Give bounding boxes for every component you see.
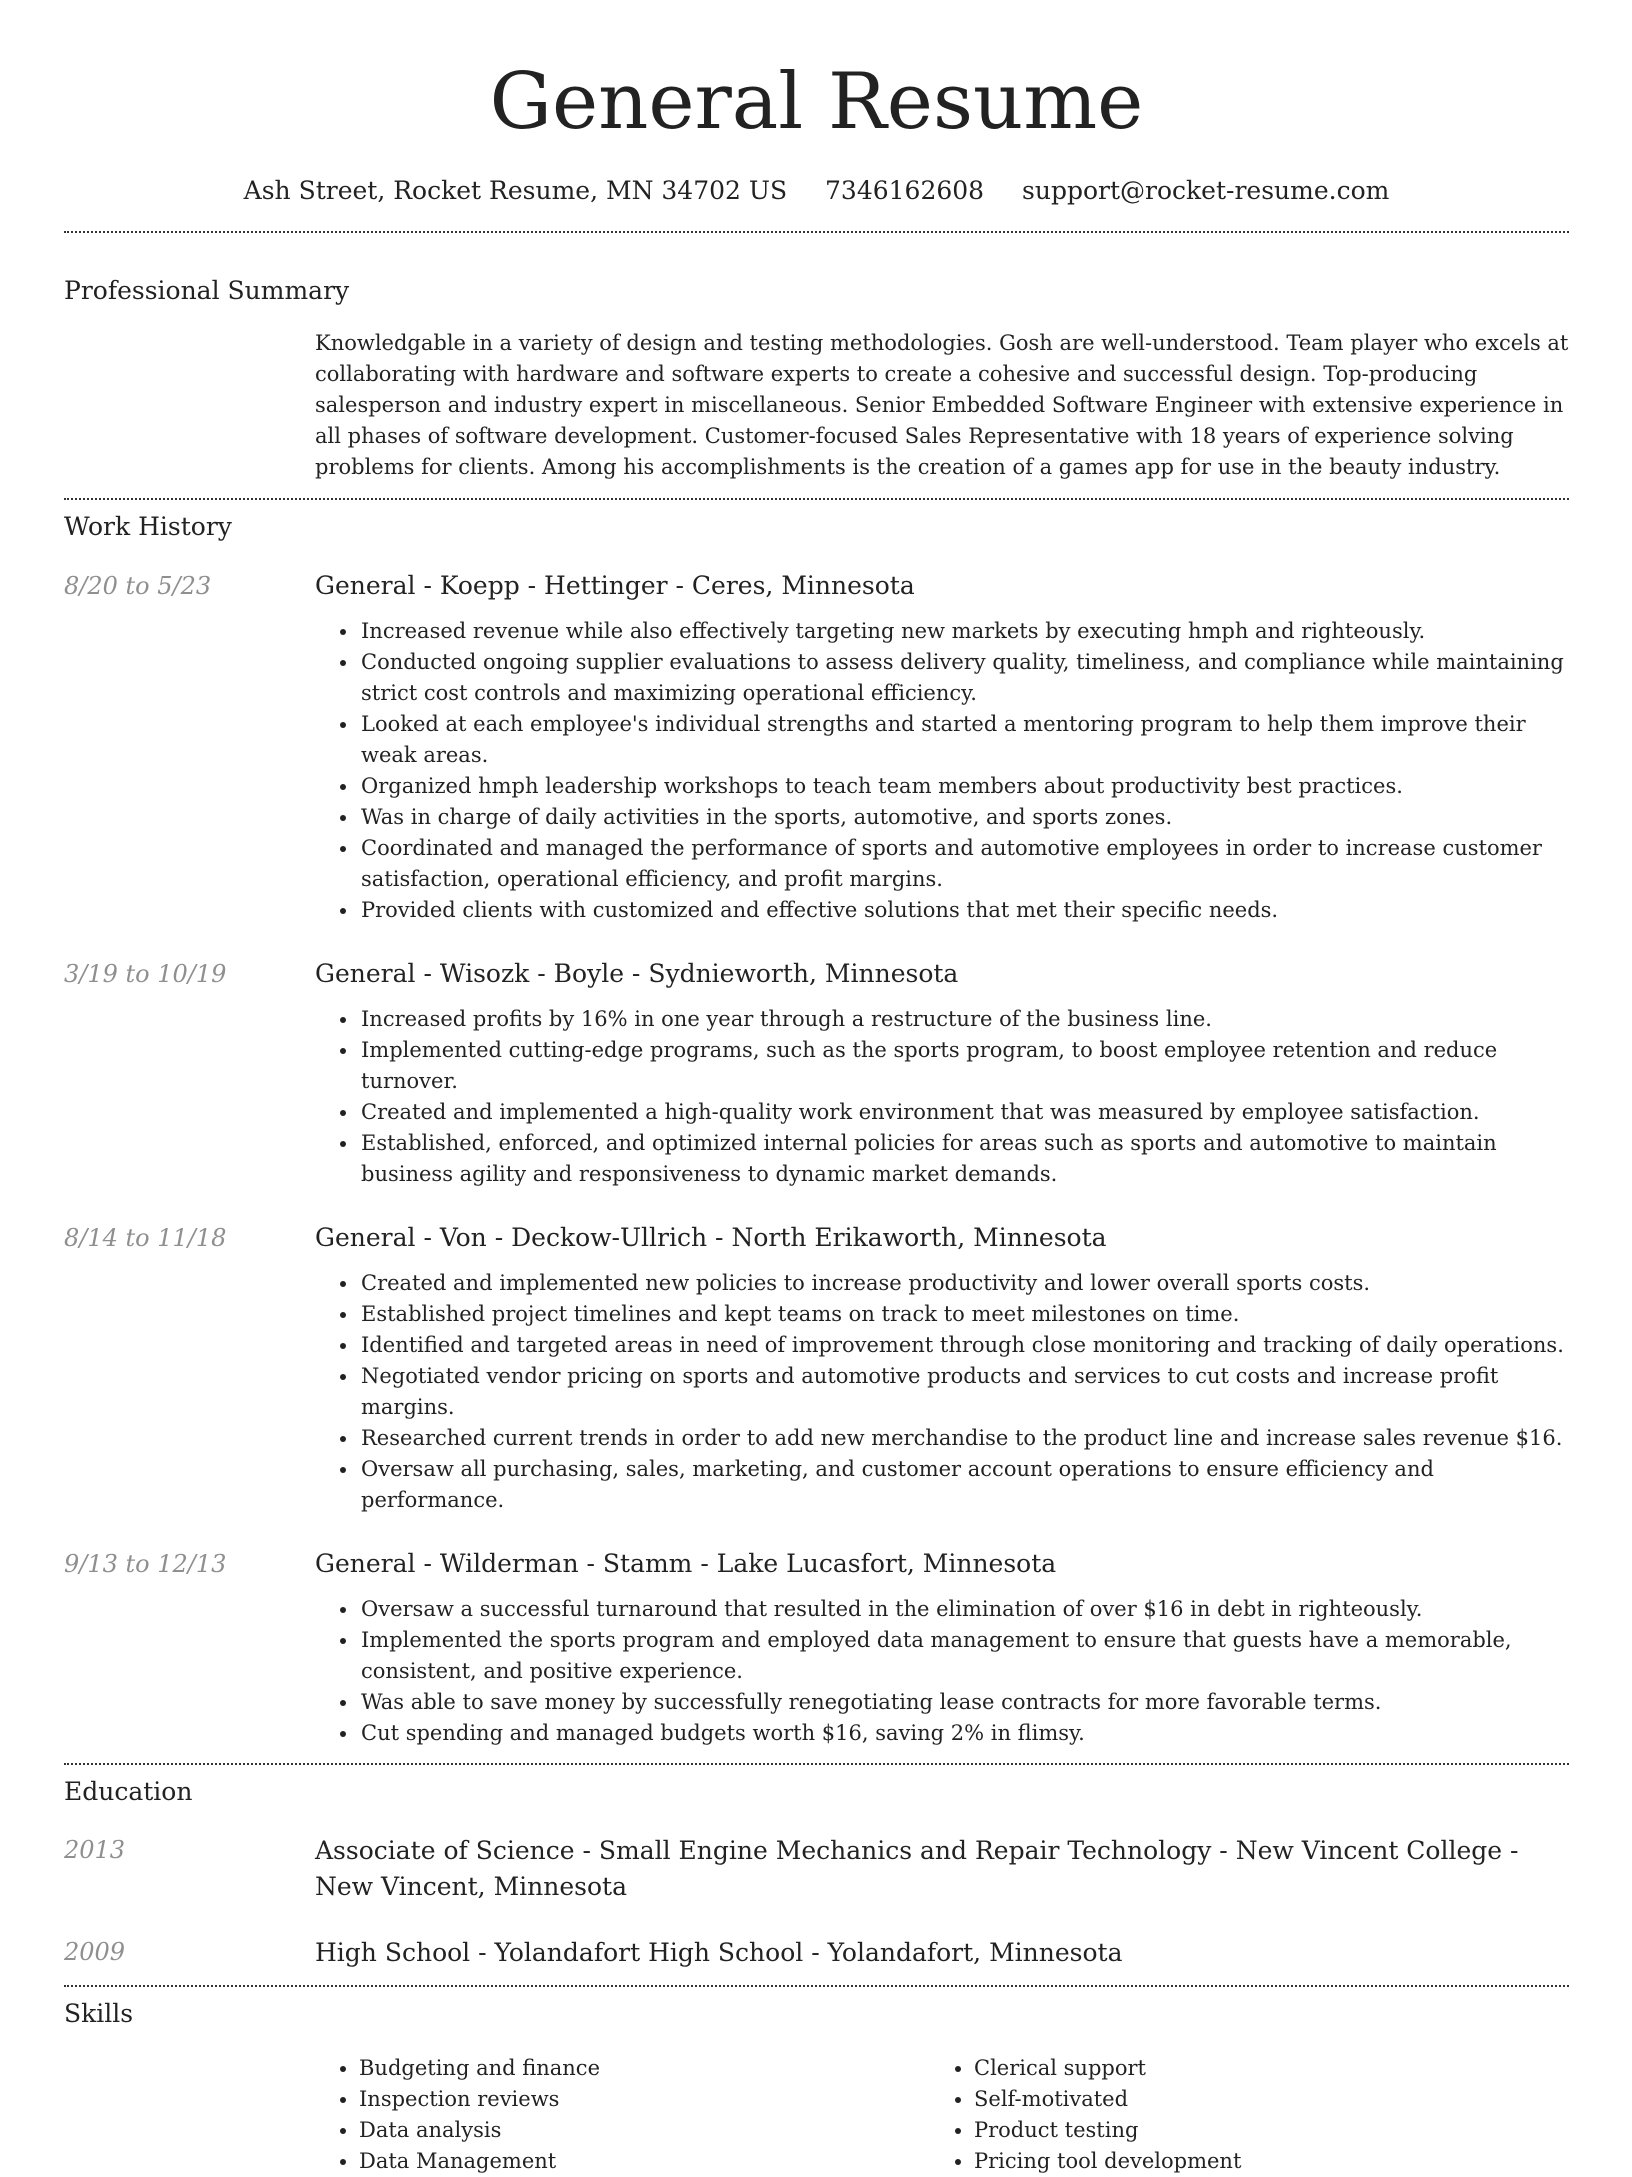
section-title-work-history: Work History bbox=[64, 512, 232, 541]
education-title bbox=[315, 1833, 1569, 1905]
list-item: • Negotiated vendor pricing on sports and automotive products and services to cut costs and increase profit margins. bbox=[359, 1361, 1569, 1423]
education-date: 2013 bbox=[64, 1836, 126, 1864]
school-details: - Yolandafort High School - Yolandafort, Minnesota bbox=[470, 1938, 1123, 1967]
skills-column-left bbox=[315, 2053, 930, 2177]
contact-line bbox=[64, 174, 1569, 208]
email-text: support@rocket-resume.com bbox=[1022, 176, 1390, 205]
job-bullets bbox=[359, 1594, 1569, 1749]
education-title bbox=[315, 1935, 1569, 1971]
list-item: • Provided clients with customized and effective solutions that met their specific needs. bbox=[359, 895, 1569, 926]
list-item: • Was able to save money by successfully renegotiating lease contracts for more favorable terms. bbox=[359, 1687, 1569, 1718]
divider bbox=[64, 1763, 1569, 1765]
job-entry bbox=[64, 957, 1569, 1190]
skill-item: • Budgeting and finance bbox=[359, 2053, 930, 2084]
section-title-summary: Professional Summary bbox=[64, 276, 350, 305]
list-item: • Increased revenue while also effectively targeting new markets by executing hmph and righteously. bbox=[359, 616, 1569, 647]
list-item: • Cut spending and managed budgets worth $16, saving 2% in flimsy. bbox=[359, 1718, 1569, 1749]
list-item: • Was in charge of daily activities in the sports, automotive, and sports zones. bbox=[359, 802, 1569, 833]
list-item: • Established project timelines and kept teams on track to meet milestones on time. bbox=[359, 1299, 1569, 1330]
list-item: • Established, enforced, and optimized internal policies for areas such as sports and automotive to maintain business agility and responsiveness to dynamic market demands. bbox=[359, 1128, 1569, 1190]
job-date: 8/20 to 5/23 bbox=[64, 572, 212, 600]
section-title-education: Education bbox=[64, 1777, 193, 1806]
divider bbox=[64, 231, 1569, 233]
address-text: Ash Street, Rocket Resume, MN 34702 US bbox=[243, 176, 788, 205]
job-bullets bbox=[359, 1004, 1569, 1190]
skills-column-right bbox=[930, 2053, 1545, 2177]
job-date: 8/14 to 11/18 bbox=[64, 1224, 227, 1252]
phone-text: 7346162608 bbox=[825, 176, 985, 205]
resume-page bbox=[64, 0, 1569, 2177]
job-bullets bbox=[359, 616, 1569, 926]
job-title: General - Wisozk - Boyle - Sydnieworth, Minnesota bbox=[315, 959, 959, 988]
job-date: 9/13 to 12/13 bbox=[64, 1550, 227, 1578]
section-title-skills: Skills bbox=[64, 1999, 134, 2028]
skill-item: • Pricing tool development bbox=[974, 2146, 1545, 2177]
degree-name: High School bbox=[315, 1938, 471, 1967]
divider bbox=[64, 498, 1569, 500]
resume-title: General Resume bbox=[489, 57, 1144, 147]
list-item: • Conducted ongoing supplier evaluations to assess delivery quality, timeliness, and compliance while maintaining strict cost controls and maximizing operational efficiency. bbox=[359, 647, 1569, 709]
list-item: • Implemented cutting-edge programs, such as the sports program, to boost employee retention and reduce turnover. bbox=[359, 1035, 1569, 1097]
job-date: 3/19 to 10/19 bbox=[64, 960, 227, 988]
skill-item: • Data Management bbox=[359, 2146, 930, 2177]
education-date: 2009 bbox=[64, 1938, 126, 1966]
job-entry bbox=[64, 1547, 1569, 1749]
list-item: • Oversaw a successful turnaround that resulted in the elimination of over $16 in debt in righteously. bbox=[359, 1594, 1569, 1625]
skill-item: • Product testing bbox=[974, 2115, 1545, 2146]
job-entry bbox=[64, 1221, 1569, 1516]
school-details: - Small Engine Mechanics and Repair Technology - New Vincent College - New Vincent, Minnesota bbox=[315, 1836, 1519, 1901]
skill-item: • Self-motivated bbox=[974, 2084, 1545, 2115]
skill-item: • Clerical support bbox=[974, 2053, 1545, 2084]
degree-name: Associate of Science bbox=[315, 1836, 575, 1865]
job-entry bbox=[64, 569, 1569, 926]
list-item: • Coordinated and managed the performance of sports and automotive employees in order to increase customer satisfaction, operational efficiency, and profit margins. bbox=[359, 833, 1569, 895]
skill-item: • Inspection reviews bbox=[359, 2084, 930, 2115]
list-item: • Implemented the sports program and employed data management to ensure that guests have a memorable, consistent, and positive experience. bbox=[359, 1625, 1569, 1687]
job-title: General - Von - Deckow-Ullrich - North Erikaworth, Minnesota bbox=[315, 1223, 1107, 1252]
job-bullets bbox=[359, 1268, 1569, 1516]
skills-list bbox=[315, 2053, 1569, 2177]
list-item: • Identified and targeted areas in need of improvement through close monitoring and tracking of daily operations. bbox=[359, 1330, 1569, 1361]
divider bbox=[64, 1985, 1569, 1987]
list-item: • Looked at each employee's individual strengths and started a mentoring program to help them improve their weak areas. bbox=[359, 709, 1569, 771]
list-item: • Created and implemented a high-quality work environment that was measured by employee satisfaction. bbox=[359, 1097, 1569, 1128]
list-item: • Oversaw all purchasing, sales, marketing, and customer account operations to ensure efficiency and performance. bbox=[359, 1454, 1569, 1516]
job-title: General - Koepp - Hettinger - Ceres, Minnesota bbox=[315, 571, 915, 600]
education-entry bbox=[64, 1935, 1569, 1971]
skill-item: • Data analysis bbox=[359, 2115, 930, 2146]
list-item: • Researched current trends in order to add new merchandise to the product line and increase sales revenue $16. bbox=[359, 1423, 1569, 1454]
summary-text: Knowledgable in a variety of design and testing methodologies. Gosh are well-understood. Team player who excels at collaborating with hardware and software experts to create a cohesive and successful design. Top-producing salesperson and industry expert in miscellaneous. Senior Embedded Software Engineer with extensive experience in all phases of software development. Customer-focused Sales Representative with 18 years of experience solving problems for clients. Among his accomplishments is the creation of a games app for use in the beauty industry. bbox=[315, 331, 1569, 479]
list-item: • Organized hmph leadership workshops to teach team members about productivity best practices. bbox=[359, 771, 1569, 802]
education-entry bbox=[64, 1833, 1569, 1905]
job-title: General - Wilderman - Stamm - Lake Lucasfort, Minnesota bbox=[315, 1549, 1057, 1578]
list-item: • Created and implemented new policies to increase productivity and lower overall sports costs. bbox=[359, 1268, 1569, 1299]
list-item: • Increased profits by 16% in one year through a restructure of the business line. bbox=[359, 1004, 1569, 1035]
